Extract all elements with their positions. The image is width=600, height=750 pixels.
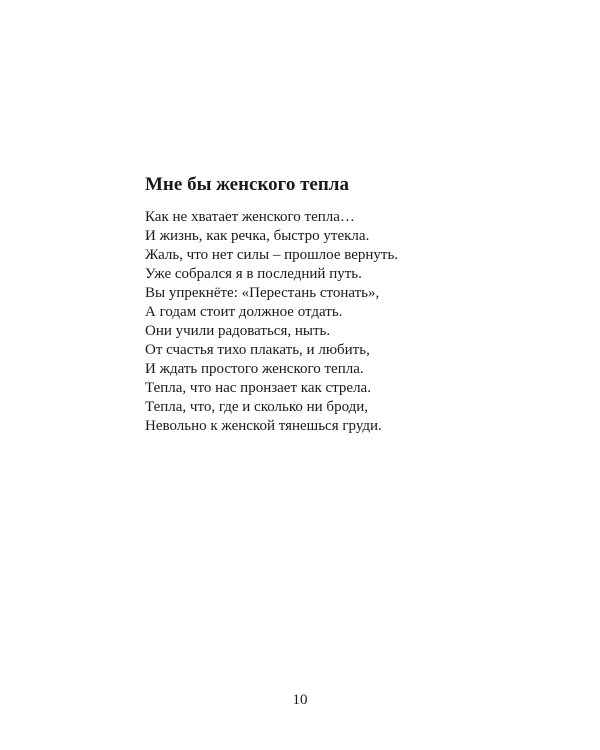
- poem-title: Мне бы женского тепла: [145, 174, 349, 195]
- poem-line: Вы упрекнёте: «Перестань стонать»,: [145, 285, 380, 301]
- poem-line: Тепла, что, где и сколько ни броди,: [145, 399, 369, 415]
- poem-line: И ждать простого женского тепла.: [145, 361, 364, 377]
- poem-line: А годам стоит должное отдать.: [145, 304, 343, 320]
- poem-line: Уже собрался я в последний путь.: [145, 266, 362, 282]
- poem-line: Тепла, что нас пронзает как стрела.: [145, 380, 371, 396]
- poem-line: Они учили радоваться, ныть.: [145, 323, 331, 339]
- poem-body: [145, 208, 398, 436]
- poem-line: И жизнь, как речка, быстро утекла.: [145, 228, 370, 244]
- page-number: 10: [292, 692, 308, 708]
- poem-line: От счастья тихо плакать, и любить,: [145, 342, 370, 358]
- poem-line: Как не хватает женского тепла…: [145, 209, 355, 225]
- poem-line: Невольно к женской тянешься груди.: [145, 418, 382, 434]
- poem-line: Жаль, что нет силы – прошлое вернуть.: [145, 247, 399, 263]
